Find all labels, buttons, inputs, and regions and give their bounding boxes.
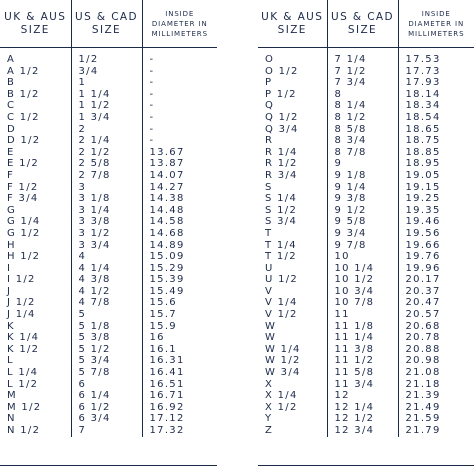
uk-aus-size-cell: Y — [258, 413, 327, 425]
left-table-body — [0, 48, 217, 437]
diameter-mm-cell: 19.66 — [405, 239, 441, 251]
uk-aus-size-cell: T 1/4 — [258, 240, 327, 252]
table-row — [258, 124, 474, 136]
diameter-mm-cell: - — [149, 65, 155, 77]
us-cad-size-cell: 11 3/8 — [327, 344, 398, 356]
uk-aus-size-cell: K — [0, 321, 71, 333]
us-cad-size-cell: 2 1/4 — [71, 135, 142, 147]
us-cad-size-cell: 2 5/8 — [71, 158, 142, 170]
us-cad-size-cell: 3 1/8 — [71, 193, 142, 205]
uk-aus-size-cell: S — [258, 182, 327, 194]
diameter-mm-cell: 15.49 — [149, 285, 185, 297]
uk-aus-size-cell: J 1/4 — [0, 309, 71, 321]
diameter-mm-cell: 21.18 — [405, 378, 441, 390]
table-row — [258, 274, 474, 286]
uk-aus-size-cell: T — [258, 228, 327, 240]
table-row — [0, 240, 217, 252]
us-cad-size-cell: 4 1/2 — [71, 286, 142, 298]
table-row — [258, 158, 474, 170]
inside-diameter-header: INSIDE DIAMETER IN MILLIMETERS — [142, 0, 217, 48]
us-cad-size-cell: 5 1/2 — [71, 344, 142, 356]
us-cad-size-cell: 3/4 — [71, 66, 142, 78]
us-cad-size-cell: 3 1/2 — [71, 228, 142, 240]
diameter-mm-cell: 21.79 — [405, 425, 441, 436]
diameter-mm-cell: 15.29 — [149, 262, 185, 274]
uk-aus-size-cell: I — [0, 263, 71, 275]
us-cad-size-header: US & CAD SIZE — [327, 0, 398, 48]
us-cad-size-cell: 10 3/4 — [327, 286, 398, 298]
us-cad-size-cell: 4 7/8 — [71, 297, 142, 309]
table-row — [258, 77, 474, 89]
us-cad-size-cell: 8 1/2 — [327, 112, 398, 124]
uk-aus-size-cell: F — [0, 170, 71, 182]
table-row — [0, 193, 217, 205]
diameter-mm-cell: 14.07 — [149, 169, 185, 181]
uk-aus-size-cell: V 1/4 — [258, 297, 327, 309]
us-cad-size-cell: 7 — [71, 425, 142, 437]
table-row — [0, 182, 217, 194]
uk-aus-size-header: UK & AUS SIZE — [0, 0, 71, 48]
table-row — [258, 367, 474, 379]
left-size-table — [0, 0, 217, 437]
table-row — [258, 205, 474, 217]
table-row — [258, 286, 474, 298]
table-row — [0, 100, 217, 112]
diameter-mm-cell: 14.27 — [149, 181, 185, 193]
us-cad-size-cell: 1/2 — [71, 48, 142, 66]
us-cad-size-cell: 8 7/8 — [327, 147, 398, 159]
uk-aus-size-cell: U — [258, 263, 327, 275]
table-row — [0, 344, 217, 356]
uk-aus-size-cell: C 1/2 — [0, 112, 71, 124]
diameter-mm-cell: - — [149, 54, 155, 65]
uk-aus-size-cell: F 1/2 — [0, 182, 71, 194]
uk-aus-size-header: UK & AUS SIZE — [258, 0, 327, 48]
diameter-mm-cell: 14.68 — [149, 227, 185, 239]
diameter-mm-cell: 19.46 — [405, 216, 441, 228]
uk-aus-size-cell: Z — [258, 425, 327, 437]
uk-aus-size-cell: T 1/2 — [258, 251, 327, 263]
table-row — [0, 228, 217, 240]
diameter-mm-cell: 19.15 — [405, 181, 441, 193]
uk-aus-size-cell: B — [0, 77, 71, 89]
table-row — [258, 297, 474, 309]
table-row — [258, 182, 474, 194]
uk-aus-size-cell: O — [258, 48, 327, 66]
uk-aus-size-cell: Q 1/2 — [258, 112, 327, 124]
diameter-mm-cell: - — [149, 123, 155, 135]
us-cad-size-cell: 1 1/2 — [71, 100, 142, 112]
table-row — [258, 390, 474, 402]
diameter-mm-cell: 19.35 — [405, 204, 441, 216]
diameter-mm-cell: 17.53 — [405, 54, 441, 65]
diameter-mm-cell: 20.88 — [405, 343, 441, 355]
diameter-mm-cell: 18.85 — [405, 146, 441, 158]
uk-aus-size-cell: P 1/2 — [258, 89, 327, 101]
table-row — [258, 321, 474, 333]
uk-aus-size-cell: N — [0, 413, 71, 425]
diameter-mm-cell: - — [149, 77, 155, 89]
right-table-body — [258, 48, 474, 437]
uk-aus-size-cell: L 1/4 — [0, 367, 71, 379]
table-row — [0, 297, 217, 309]
uk-aus-size-cell: M 1/2 — [0, 402, 71, 414]
uk-aus-size-cell: E — [0, 147, 71, 159]
header-row — [258, 0, 474, 48]
us-cad-size-cell: 4 3/8 — [71, 274, 142, 286]
us-cad-size-cell: 2 — [71, 124, 142, 136]
table-row — [258, 413, 474, 425]
us-cad-size-cell: 3 — [71, 182, 142, 194]
table-row — [0, 147, 217, 159]
diameter-mm-cell: 19.76 — [405, 251, 441, 263]
table-row — [258, 193, 474, 205]
uk-aus-size-cell: J 1/2 — [0, 297, 71, 309]
table-row — [0, 135, 217, 147]
us-cad-size-cell: 2 1/2 — [71, 147, 142, 159]
diameter-mm-cell: 19.96 — [405, 262, 441, 274]
table-row — [0, 367, 217, 379]
us-cad-size-cell: 5 1/8 — [71, 321, 142, 333]
table-row — [0, 205, 217, 217]
table-row — [0, 402, 217, 414]
us-cad-size-cell: 9 3/8 — [327, 193, 398, 205]
table-row — [0, 251, 217, 263]
uk-aus-size-cell: A 1/2 — [0, 66, 71, 78]
us-cad-size-cell: 12 1/2 — [327, 413, 398, 425]
us-cad-size-cell: 1 — [71, 77, 142, 89]
uk-aus-size-cell: K 1/4 — [0, 332, 71, 344]
us-cad-size-cell: 9 1/4 — [327, 182, 398, 194]
uk-aus-size-cell: V — [258, 286, 327, 298]
diameter-mm-cell: 18.95 — [405, 158, 441, 170]
diameter-mm-cell: 18.54 — [405, 111, 441, 123]
us-cad-size-cell: 8 3/4 — [327, 135, 398, 147]
table-row — [0, 158, 217, 170]
us-cad-size-cell: 10 7/8 — [327, 297, 398, 309]
table-row — [0, 77, 217, 89]
us-cad-size-cell: 3 3/4 — [71, 240, 142, 252]
diameter-mm-cell: 20.68 — [405, 320, 441, 332]
diameter-mm-cell: 19.05 — [405, 169, 441, 181]
diameter-mm-cell: 20.57 — [405, 309, 441, 321]
uk-aus-size-cell: C — [0, 100, 71, 112]
us-cad-size-cell: 6 1/4 — [71, 390, 142, 402]
table-row — [0, 332, 217, 344]
uk-aus-size-cell: W — [258, 332, 327, 344]
uk-aus-size-cell: J — [0, 286, 71, 298]
uk-aus-size-cell: G — [0, 205, 71, 217]
uk-aus-size-cell: H 1/2 — [0, 251, 71, 263]
us-cad-size-cell: 2 7/8 — [71, 170, 142, 182]
diameter-mm-cell: 16.92 — [149, 401, 185, 413]
us-cad-size-cell: 6 3/4 — [71, 413, 142, 425]
us-cad-size-cell: 8 1/4 — [327, 100, 398, 112]
table-row — [0, 89, 217, 101]
us-cad-size-cell: 8 — [327, 89, 398, 101]
table-row — [258, 216, 474, 228]
header-row — [0, 0, 217, 48]
diameter-mm-cell: 13.67 — [149, 146, 185, 158]
table-row — [258, 66, 474, 78]
diameter-mm-cell: 15.7 — [149, 309, 177, 321]
uk-aus-size-cell: F 3/4 — [0, 193, 71, 205]
table-row — [0, 390, 217, 402]
diameter-mm-cell: 20.17 — [405, 274, 441, 286]
diameter-mm-cell: - — [149, 111, 155, 123]
us-cad-size-cell: 7 1/4 — [327, 48, 398, 66]
us-cad-size-cell: 11 3/4 — [327, 379, 398, 391]
us-cad-size-cell: 11 1/8 — [327, 321, 398, 333]
diameter-mm-cell: 14.89 — [149, 239, 185, 251]
table-row — [0, 413, 217, 425]
diameter-mm-cell: 20.47 — [405, 297, 441, 309]
uk-aus-size-cell: X 1/4 — [258, 390, 327, 402]
uk-aus-size-cell: X 1/2 — [258, 402, 327, 414]
diameter-mm-cell: 14.38 — [149, 193, 185, 205]
uk-aus-size-cell: W — [258, 321, 327, 333]
table-row — [258, 402, 474, 414]
diameter-mm-cell: 17.12 — [149, 413, 185, 425]
uk-aus-size-cell: D 1/2 — [0, 135, 71, 147]
diameter-mm-cell: 14.58 — [149, 216, 185, 228]
diameter-mm-cell: - — [149, 88, 155, 100]
table-row — [258, 355, 474, 367]
uk-aus-size-cell: Q 3/4 — [258, 124, 327, 136]
table-row — [258, 240, 474, 252]
uk-aus-size-cell: M — [0, 390, 71, 402]
diameter-mm-cell: 18.65 — [405, 123, 441, 135]
table-row — [258, 263, 474, 275]
table-row — [0, 112, 217, 124]
uk-aus-size-cell: I 1/2 — [0, 274, 71, 286]
us-cad-size-cell: 1 1/4 — [71, 89, 142, 101]
us-cad-size-cell: 8 5/8 — [327, 124, 398, 136]
diameter-mm-cell: 18.75 — [405, 135, 441, 147]
diameter-mm-cell: 17.32 — [149, 425, 185, 436]
diameter-mm-cell: 15.9 — [149, 320, 177, 332]
us-cad-size-cell: 6 1/2 — [71, 402, 142, 414]
uk-aus-size-cell: O 1/2 — [258, 66, 327, 78]
table-row — [0, 286, 217, 298]
uk-aus-size-cell: R 3/4 — [258, 170, 327, 182]
us-cad-size-cell: 11 1/4 — [327, 332, 398, 344]
uk-aus-size-cell: E 1/2 — [0, 158, 71, 170]
uk-aus-size-cell: S 3/4 — [258, 216, 327, 228]
inside-diameter-header: INSIDE DIAMETER IN MILLIMETERS — [398, 0, 474, 48]
diameter-mm-cell: 21.49 — [405, 401, 441, 413]
uk-aus-size-cell: S 1/2 — [258, 205, 327, 217]
us-cad-size-cell: 12 1/4 — [327, 402, 398, 414]
uk-aus-size-cell: H — [0, 240, 71, 252]
diameter-mm-cell: 16.31 — [149, 355, 185, 367]
diameter-mm-cell: 21.39 — [405, 390, 441, 402]
table-row — [0, 309, 217, 321]
us-cad-size-cell: 5 3/4 — [71, 355, 142, 367]
diameter-mm-cell: 16.71 — [149, 390, 185, 402]
us-cad-size-cell: 5 7/8 — [71, 367, 142, 379]
uk-aus-size-cell: S 1/4 — [258, 193, 327, 205]
diameter-mm-cell: - — [149, 100, 155, 112]
us-cad-size-cell: 12 3/4 — [327, 425, 398, 437]
diameter-mm-cell: 13.87 — [149, 158, 185, 170]
diameter-mm-cell: 20.98 — [405, 355, 441, 367]
table-row — [0, 216, 217, 228]
table-row — [0, 48, 217, 66]
us-cad-size-cell: 10 1/4 — [327, 263, 398, 275]
table-row — [258, 344, 474, 356]
uk-aus-size-cell: G 1/2 — [0, 228, 71, 240]
table-row — [258, 48, 474, 66]
us-cad-size-cell: 7 3/4 — [327, 77, 398, 89]
diameter-mm-cell: 19.56 — [405, 227, 441, 239]
us-cad-size-cell: 10 1/2 — [327, 274, 398, 286]
uk-aus-size-cell: U 1/2 — [258, 274, 327, 286]
uk-aus-size-cell: N 1/2 — [0, 425, 71, 437]
us-cad-size-cell: 5 — [71, 309, 142, 321]
us-cad-size-cell: 12 — [327, 390, 398, 402]
table-row — [0, 425, 217, 437]
uk-aus-size-cell: L 1/2 — [0, 379, 71, 391]
us-cad-size-cell: 10 — [327, 251, 398, 263]
table-row — [0, 355, 217, 367]
us-cad-size-cell: 11 — [327, 309, 398, 321]
diameter-mm-cell: 14.48 — [149, 204, 185, 216]
table-row — [258, 112, 474, 124]
table-row — [258, 425, 474, 437]
table-row — [0, 321, 217, 333]
table-row — [258, 170, 474, 182]
diameter-mm-cell: 19.25 — [405, 193, 441, 205]
uk-aus-size-cell: R 1/2 — [258, 158, 327, 170]
uk-aus-size-cell: W 3/4 — [258, 367, 327, 379]
us-cad-size-cell: 11 5/8 — [327, 367, 398, 379]
us-cad-size-cell: 1 3/4 — [71, 112, 142, 124]
us-cad-size-cell: 9 1/2 — [327, 205, 398, 217]
table-row — [258, 135, 474, 147]
table-row — [258, 89, 474, 101]
table-row — [258, 147, 474, 159]
table-row — [0, 379, 217, 391]
table-row — [258, 309, 474, 321]
diameter-mm-cell: - — [149, 135, 155, 147]
table-row — [258, 251, 474, 263]
table-row — [0, 274, 217, 286]
uk-aus-size-cell: V 1/2 — [258, 309, 327, 321]
right-size-table — [258, 0, 474, 437]
diameter-mm-cell: 15.09 — [149, 251, 185, 263]
uk-aus-size-cell: D — [0, 124, 71, 136]
uk-aus-size-cell: A — [0, 48, 71, 66]
us-cad-size-cell: 9 — [327, 158, 398, 170]
us-cad-size-cell: 3 1/4 — [71, 205, 142, 217]
diameter-mm-cell: 17.93 — [405, 77, 441, 89]
diameter-mm-cell: 21.08 — [405, 367, 441, 379]
diameter-mm-cell: 18.34 — [405, 100, 441, 112]
uk-aus-size-cell: R — [258, 135, 327, 147]
diameter-mm-cell: 21.59 — [405, 413, 441, 425]
us-cad-size-cell: 4 — [71, 251, 142, 263]
us-cad-size-cell: 9 1/8 — [327, 170, 398, 182]
us-cad-size-header: US & CAD SIZE — [71, 0, 142, 48]
us-cad-size-cell: 6 — [71, 379, 142, 391]
us-cad-size-cell: 9 3/4 — [327, 228, 398, 240]
uk-aus-size-cell: W 1/4 — [258, 344, 327, 356]
diameter-mm-cell: 17.73 — [405, 65, 441, 77]
us-cad-size-cell: 9 5/8 — [327, 216, 398, 228]
diameter-mm-cell: 16.41 — [149, 367, 185, 379]
us-cad-size-cell: 7 1/2 — [327, 66, 398, 78]
us-cad-size-cell: 3 3/8 — [71, 216, 142, 228]
diameter-mm-cell: 20.78 — [405, 332, 441, 344]
us-cad-size-cell: 5 3/8 — [71, 332, 142, 344]
table-row — [258, 379, 474, 391]
uk-aus-size-cell: B 1/2 — [0, 89, 71, 101]
uk-aus-size-cell: K 1/2 — [0, 344, 71, 356]
uk-aus-size-cell: X — [258, 379, 327, 391]
table-row — [258, 228, 474, 240]
uk-aus-size-cell: R 1/4 — [258, 147, 327, 159]
diameter-mm-cell: 16.51 — [149, 378, 185, 390]
diameter-mm-cell: 16.1 — [149, 343, 177, 355]
table-row — [0, 170, 217, 182]
diameter-mm-cell: 18.14 — [405, 88, 441, 100]
uk-aus-size-cell: G 1/4 — [0, 216, 71, 228]
diameter-mm-cell: 16 — [149, 332, 165, 344]
diameter-mm-cell: 15.39 — [149, 274, 185, 286]
uk-aus-size-cell: P — [258, 77, 327, 89]
us-cad-size-cell: 11 1/2 — [327, 355, 398, 367]
table-row — [0, 124, 217, 136]
diameter-mm-cell: 15.6 — [149, 297, 177, 309]
table-row — [0, 66, 217, 78]
us-cad-size-cell: 9 7/8 — [327, 240, 398, 252]
table-row — [258, 332, 474, 344]
uk-aus-size-cell: W 1/2 — [258, 355, 327, 367]
uk-aus-size-cell: L — [0, 355, 71, 367]
table-row — [0, 263, 217, 275]
diameter-mm-cell: 20.37 — [405, 285, 441, 297]
uk-aus-size-cell: Q — [258, 100, 327, 112]
table-row — [258, 100, 474, 112]
us-cad-size-cell: 4 1/4 — [71, 263, 142, 275]
